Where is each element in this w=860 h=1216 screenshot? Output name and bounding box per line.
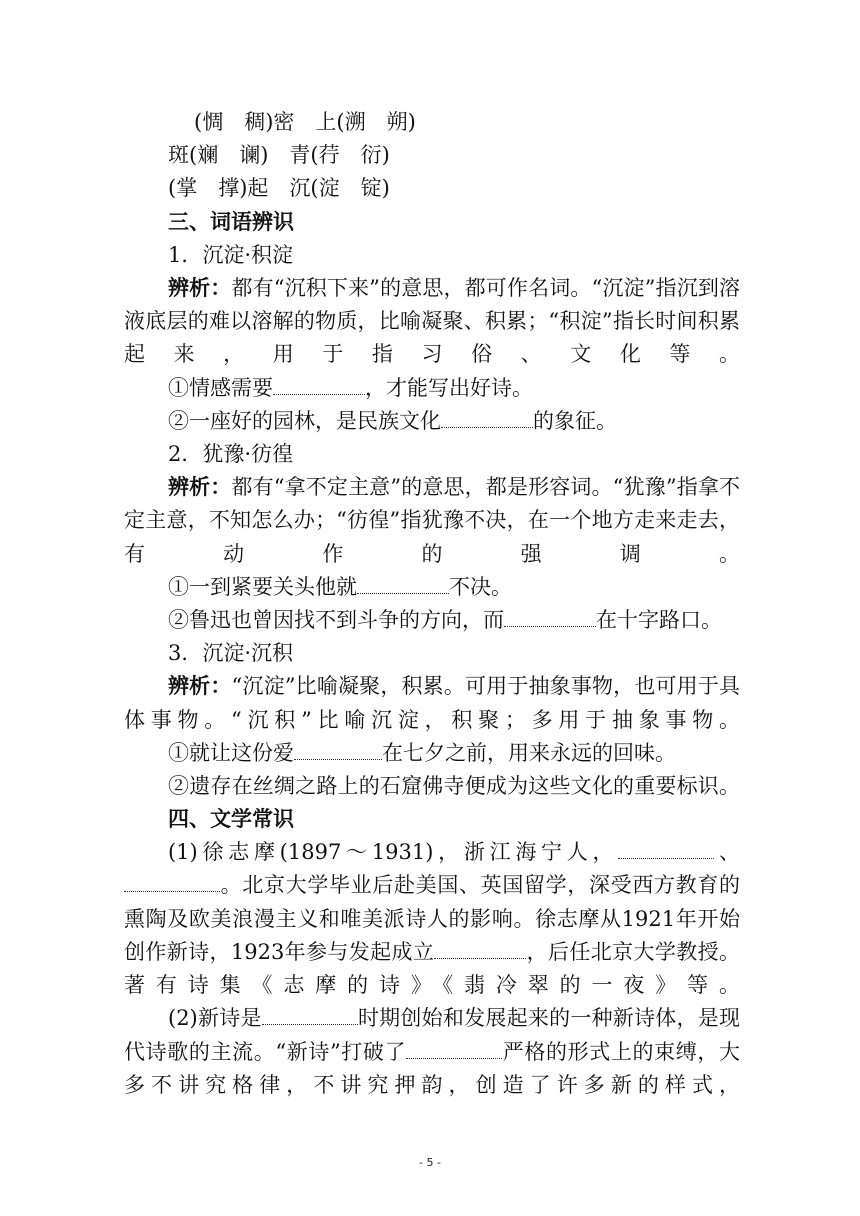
example-3-1: ①就让这份爱 在七夕之前，用来永远的回味。 xyxy=(168,740,676,765)
analysis-label: 辨析： xyxy=(168,475,232,500)
analysis-text: 都有“沉积下来”的意思，都可作名词。“沉淀”指沉到溶液底层的难以溶解的物质，比喻凝聚、积累；“积淀”指长时间积累起来，用于指习俗、文化等。 xyxy=(124,275,740,367)
item-title-2: 2．犹豫·彷徨 xyxy=(168,441,294,466)
fill-blank[interactable] xyxy=(273,374,365,395)
example-2-2: ②鲁迅也曾因找不到斗争的方向，而 在十字路口。 xyxy=(168,607,722,632)
example-2-1: ①一到紧要关头他就 不决。 xyxy=(168,574,512,599)
char-pair-line-1: (惆 稠)密 上(溯 朔) xyxy=(194,110,416,134)
page-number: - 5 - xyxy=(419,1156,441,1169)
fill-blank[interactable] xyxy=(618,838,714,859)
analysis-label: 辨析： xyxy=(168,275,232,300)
char-pair-line-3: (掌 撑)起 沉(淀 锭) xyxy=(168,176,390,201)
analysis-paragraph-3 xyxy=(124,670,740,736)
fill-blank[interactable] xyxy=(434,938,526,959)
item-title-3: 3．沉淀·沉积 xyxy=(168,641,294,666)
fill-blank[interactable] xyxy=(294,739,382,760)
char-pair-line-2: 斑(斓 谰) 青(荇 衍) xyxy=(168,143,390,168)
example-1-1: ①情感需要 ，才能写出好诗。 xyxy=(168,375,533,400)
analysis-text: 都有“拿不定主意”的意思，都是形容词。“犹豫”指拿不定主意，不知怎么办；“彷徨”指犹豫不决，在一个地方走来走去，有动作的强调。 xyxy=(124,475,740,566)
fill-blank[interactable] xyxy=(406,1038,502,1059)
literature-paragraph-2: (2)新诗是 时期创始和发展起来的一种新诗体，是现代诗歌的主流。“新诗”打破了 严格的形式上的束缚，大多不讲究格律，不讲究押韵，创造了许多新的样式， xyxy=(124,1006,740,1097)
fill-blank[interactable] xyxy=(262,1004,358,1025)
analysis-paragraph-2 xyxy=(124,471,740,571)
analysis-text: “沉淀”比喻凝聚，积累。可用于抽象事物，也可用于具体事物。“沉积”比喻沉淀，积聚；多用于抽象事物。 xyxy=(124,674,740,732)
section-heading-3: 三、词语辨识 xyxy=(168,209,294,234)
item-title-1: 1．沉淀·积淀 xyxy=(168,242,294,267)
document-page xyxy=(124,106,740,1102)
fill-blank[interactable] xyxy=(504,606,596,627)
example-1-2: ②一座好的园林，是民族文化 的象征。 xyxy=(168,408,617,433)
analysis-label: 辨析： xyxy=(168,674,232,699)
fill-blank[interactable] xyxy=(357,573,449,594)
section-heading-4: 四、文学常识 xyxy=(168,807,294,832)
fill-blank[interactable] xyxy=(124,871,220,892)
fill-blank[interactable] xyxy=(441,407,533,428)
analysis-paragraph-1 xyxy=(124,272,740,372)
example-3-2: ②遗存在丝绸之路上的石窟佛寺便成为这些文化的重要标识。 xyxy=(168,773,740,798)
literature-paragraph-1: (1)徐志摩(1897～1931)，浙江海宁人， 、。北京大学毕业后赴美国、英国留学，深受西方教育的熏陶及欧美浪漫主义和唯美派诗人的影响。徐志摩从1921年开始创作新诗，1923年参与发起成立 ，后任北京大学教授。著有诗集《志摩的诗》《翡冷翠的一夜》等。 xyxy=(124,840,740,998)
